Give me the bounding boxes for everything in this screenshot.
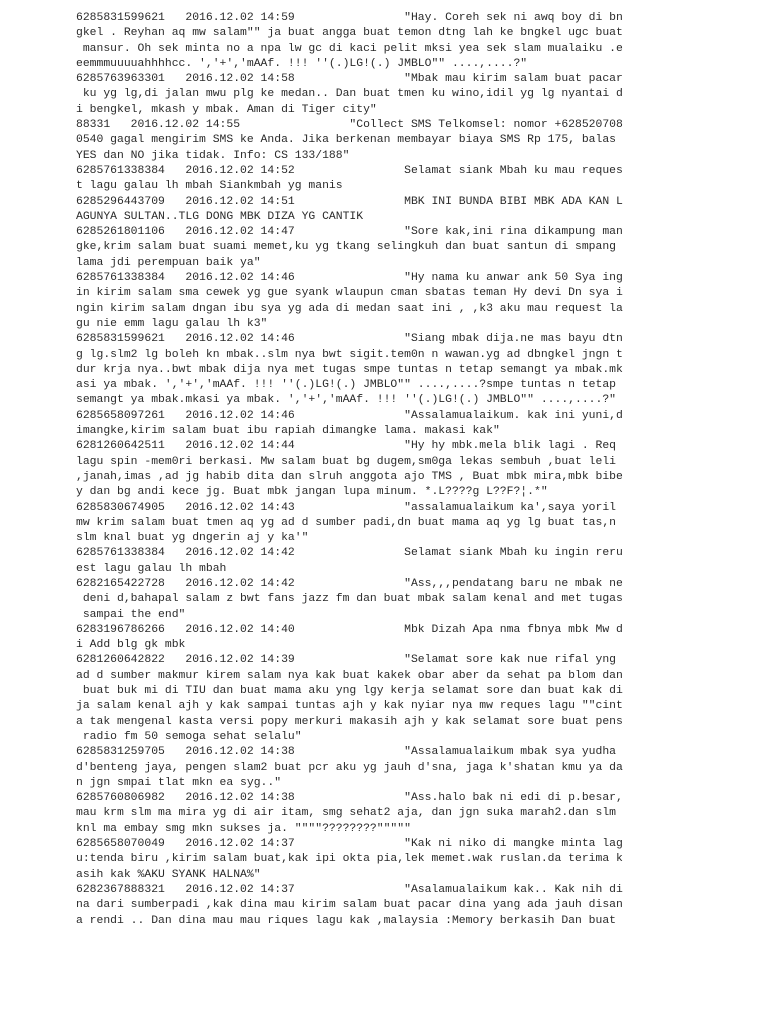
log-line: 6285261801106 2016.12.02 14:47 "Sore kak,ini rina dikampung man — [76, 226, 623, 239]
log-line: gke,krim salam buat suami memet,ku yg tkang selingkuh dan buat santun di smpang — [76, 241, 617, 254]
log-line: imangke,kirim salam buat ibu rapiah dimangke lama. makasi kak" — [76, 425, 500, 438]
log-line: i Add blg gk mbk — [76, 639, 186, 652]
log-line: mau krm slm ma mira yg di air itam, smg sehat2 aja, dan jgn suka marah2.dan slm — [76, 807, 617, 820]
log-line: na dari sumberpadi ,kak dina mau kirim salam buat pacar dina yang ada jauh disan — [76, 899, 623, 912]
log-line: 6281260642511 2016.12.02 14:44 "Hy hy mbk.mela blik lagi . Req — [76, 440, 617, 453]
log-line: t lagu galau lh mbah Siankmbah yg manis — [76, 180, 343, 193]
log-line: 6285831599621 2016.12.02 14:46 "Siang mbak dija.ne mas bayu dtn — [76, 333, 623, 346]
log-line: 6282367888321 2016.12.02 14:37 "Asalamualaikum kak.. Kak nih di — [76, 883, 623, 896]
log-line: lagu spin -mem0ri berkasi. Mw salam buat bg dugem,sm0ga lekas sembuh ,buat leli — [76, 455, 617, 468]
log-line: ad d sumber makmur kirem salam nya kak buat kakek obar aber da sehat pa blom dan — [76, 669, 623, 682]
log-line: YES dan NO jika tidak. Info: CS 133/188" — [76, 149, 350, 162]
log-line: 0540 gagal mengirim SMS ke Anda. Jika berkenan membayar biaya SMS Rp 175, balas — [76, 134, 617, 147]
log-line: n jgn smpai tlat mkn ea syg.." — [76, 776, 282, 789]
log-line: ja salam kenal ajh y kak sampai tuntas ajh y kak nyiar nya mw reques lagu ""cint — [76, 700, 623, 713]
log-line: ku yg lg,di jalan mwu plg ke medan.. Dan buat tmen ku wino,idil yg lg nyantai d — [76, 88, 623, 101]
log-line: d'benteng jaya, pengen slam2 buat pcr aku yg jauh d'sna, jaga k'shatan kmu ya da — [76, 761, 623, 774]
log-line: 6282165422728 2016.12.02 14:42 "Ass,,,pendatang baru ne mbak ne — [76, 577, 623, 590]
log-line: eemmmuuuuahhhhcc. ','+','mAAf. !!! ''(.)LG!(.) JMBLO"" ....,....?" — [76, 57, 528, 70]
log-line: 6285831599621 2016.12.02 14:59 "Hay. Coreh sek ni awq boy di bn — [76, 12, 623, 24]
log-line: 6281260642822 2016.12.02 14:39 "Selamat sore kak nue rifal yng — [76, 654, 617, 667]
log-line: 6285761338384 2016.12.02 14:42 Selamat siank Mbah ku ingin reru — [76, 547, 623, 560]
log-line: mansur. Oh sek minta no a npa lw gc di kaci pelit mksi yea sek slam mualaiku .e — [76, 42, 623, 55]
log-line: asih kak %AKU SYANK HALNA%" — [76, 868, 261, 881]
log-line: 6283196786266 2016.12.02 14:40 Mbk Dizah Apa nma fbnya mbk Mw d — [76, 623, 623, 636]
log-line: in kirim salam sma cewek yg gue syank wlaupun cman sbatas teman Hy devi Dn sya i — [76, 287, 623, 300]
log-line: deni d,bahapal salam z bwt fans jazz fm dan buat mbak salam kenal and met tugas — [76, 593, 623, 606]
log-line: slm knal buat yg dngerin aj y ka'" — [76, 532, 309, 545]
log-line: 6285763963301 2016.12.02 14:58 "Mbak mau kirim salam buat pacar — [76, 73, 623, 86]
log-line: semangt ya mbak.mkasi ya mbak. ','+','mAAf. !!! ''(.)LG!(.) JMBLO"" ....,....?" — [76, 394, 617, 407]
log-line: sampai the end" — [76, 608, 186, 621]
log-line: 6285658070049 2016.12.02 14:37 "Kak ni niko di mangke minta lag — [76, 838, 623, 851]
log-line: y dan bg andi kece jg. Buat mbk jangan lupa minum. *.L????g L??F?¦.*" — [76, 486, 548, 499]
log-line: est lagu galau lh mbah — [76, 562, 227, 575]
log-line: u:tenda biru ,kirim salam buat,kak ipi okta pia,lek memet.wak ruslan.da terima k — [76, 853, 623, 866]
log-line: 6285296443709 2016.12.02 14:51 MBK INI BUNDA BIBI MBK ADA KAN L — [76, 195, 623, 208]
log-line: 6285761338384 2016.12.02 14:52 Selamat siank Mbah ku mau reques — [76, 164, 623, 177]
log-line: 6285831259705 2016.12.02 14:38 "Assalamualaikum mbak sya yudha — [76, 746, 617, 759]
log-line: ,janah,imas ,ad jg habib dita dan slruh anggota ajo TMS , Buat mbk mira,mbk bibe — [76, 470, 623, 483]
log-line: buat buk mi di TIU dan buat mama aku yng lgy kerja selamat sore dan buat kak di — [76, 685, 623, 698]
log-line: 6285760806982 2016.12.02 14:38 "Ass.halo bak ni edi di p.besar, — [76, 792, 623, 805]
log-line: gkel . Reyhan aq mw salam"" ja buat angga buat temon dtng lah ke bngkel ugc buat — [76, 27, 623, 40]
log-line: i bengkel, mkash y mbak. Aman di Tiger city" — [76, 103, 377, 116]
log-line: 6285830674905 2016.12.02 14:43 "assalamualaikum ka',saya yoril — [76, 501, 617, 514]
log-line: g lg.slm2 lg boleh kn mbak..slm nya bwt sigit.tem0n n wawan.yg ad dbngkel jngn t — [76, 348, 623, 361]
log-line: dur krja nya..bwt mbak dija nya met tugas smpe tuntas n tetap semangt ya mbak.mk — [76, 363, 623, 376]
log-line: ngin kirim salam dngan ibu sya yg ada di medan saat ini , ,k3 aku mau request la — [76, 302, 623, 315]
log-line: radio fm 50 semoga sehat selalu" — [76, 730, 302, 743]
log-line: 6285658097261 2016.12.02 14:46 "Assalamualaikum. kak ini yuni,d — [76, 409, 623, 422]
log-line: 6285761338384 2016.12.02 14:46 "Hy nama ku anwar ank 50 Sya ing — [76, 272, 623, 285]
log-line: lama jdi perempuan baik ya" — [76, 256, 261, 269]
log-line: AGUNYA SULTAN..TLG DONG MBK DIZA YG CANTIK — [76, 210, 364, 223]
log-line: a tak mengenal kasta versi popy merkuri makasih ajh y kak selamat sore buat pens — [76, 715, 623, 728]
log-line: 88331 2016.12.02 14:55 "Collect SMS Telkomsel: nomor +628520708 — [76, 119, 623, 132]
log-line: knl ma embay smg mkn sukses ja. """"????????""""" — [76, 822, 411, 835]
log-line: asi ya mbak. ','+','mAAf. !!! ''(.)LG!(.) JMBLO"" ....,....?smpe tuntas n tetap — [76, 379, 617, 392]
log-line: gu nie emm lagu galau lh k3" — [76, 317, 268, 330]
log-line: mw krim salam buat tmen aq yg ad d sumber padi,dn buat mama aq yg lg buat tas,n — [76, 516, 617, 529]
sms-log-document — [76, 11, 756, 929]
log-line: a rendi .. Dan dina mau mau riques lagu kak ,malaysia :Memory berkasih Dan buat — [76, 914, 617, 927]
